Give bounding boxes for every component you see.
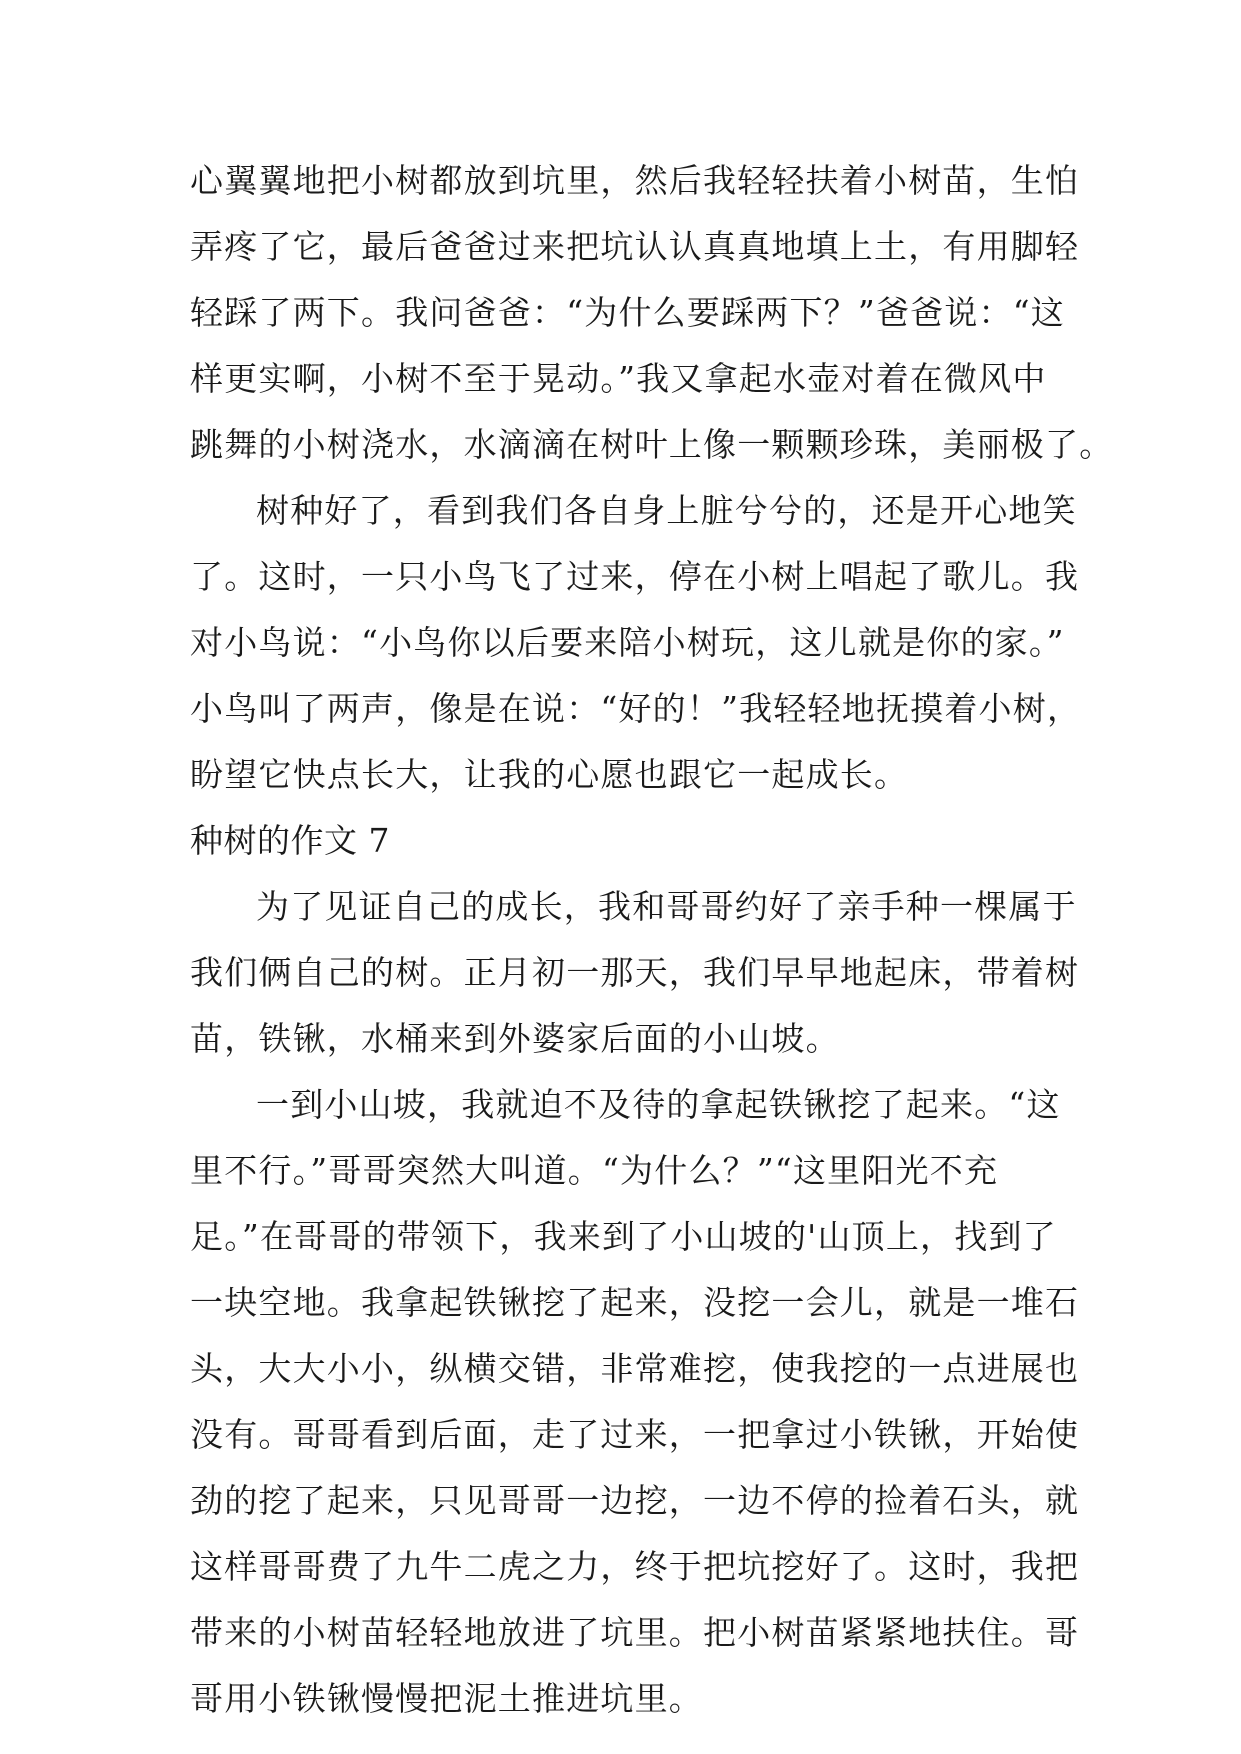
text-line: 苗，铁锹，水桶来到外婆家后面的小山坡。 <box>190 1019 840 1058</box>
text-line: 盼望它快点长大，让我的心愿也跟它一起成长。 <box>190 755 909 794</box>
text-line: 带来的小树苗轻轻地放进了坑里。把小树苗紧紧地扶住。哥 <box>190 1613 1080 1652</box>
text-line: 样更实啊，小树不至于晃动。”我又拿起水壶对着在微风中 <box>190 359 1047 398</box>
text-line: 小鸟叫了两声，像是在说：“好的！”我轻轻地抚摸着小树， <box>190 689 1082 728</box>
text-line: 劲的挖了起来，只见哥哥一边挖，一边不停的捡着石头，就 <box>190 1481 1080 1520</box>
text-line: 哥用小铁锹慢慢把泥土推进坑里。 <box>190 1679 703 1718</box>
text-line: 没有。哥哥看到后面，走了过来，一把拿过小铁锹，开始使 <box>190 1415 1080 1454</box>
text-line: 里不行。”哥哥突然大叫道。“为什么？”“这里阳光不充 <box>190 1151 999 1190</box>
text-line: 树种好了，看到我们各自身上脏兮兮的，还是开心地笑 <box>256 491 1077 530</box>
document-body <box>190 148 1114 1732</box>
text-line: 我们俩自己的树。正月初一那天，我们早早地起床，带着树 <box>190 953 1080 992</box>
text-line: 心翼翼地把小树都放到坑里，然后我轻轻扶着小树苗，生怕 <box>190 161 1080 200</box>
text-line: 这样哥哥费了九牛二虎之力，终于把坑挖好了。这时，我把 <box>190 1547 1080 1586</box>
text-line: 一到小山坡，我就迫不及待的拿起铁锹挖了起来。“这 <box>256 1085 1061 1124</box>
text-line: 跳舞的小树浇水，水滴滴在树叶上像一颗颗珍珠，美丽极了。 <box>190 425 1114 464</box>
text-line: 头，大大小小，纵横交错，非常难挖，使我挖的一点进展也 <box>190 1349 1080 1388</box>
text-line: 足。”在哥哥的带领下，我来到了小山坡的'山顶上，找到了 <box>190 1217 1057 1256</box>
text-line: 对小鸟说：“小鸟你以后要来陪小树玩，这儿就是你的家。” <box>190 623 1065 662</box>
text-line: 弄疼了它，最后爸爸过来把坑认认真真地填上土，有用脚轻 <box>190 227 1080 266</box>
text-line: 一块空地。我拿起铁锹挖了起来，没挖一会儿，就是一堆石 <box>190 1283 1080 1322</box>
text-line: 轻踩了两下。我问爸爸：“为什么要踩两下？”爸爸说：“这 <box>190 293 1066 332</box>
text-line: 了。这时，一只小鸟飞了过来，停在小树上唱起了歌儿。我 <box>190 557 1080 596</box>
section-heading: 种树的作文 7 <box>190 821 390 860</box>
text-line: 为了见证自己的成长，我和哥哥约好了亲手种一棵属于 <box>256 887 1077 926</box>
